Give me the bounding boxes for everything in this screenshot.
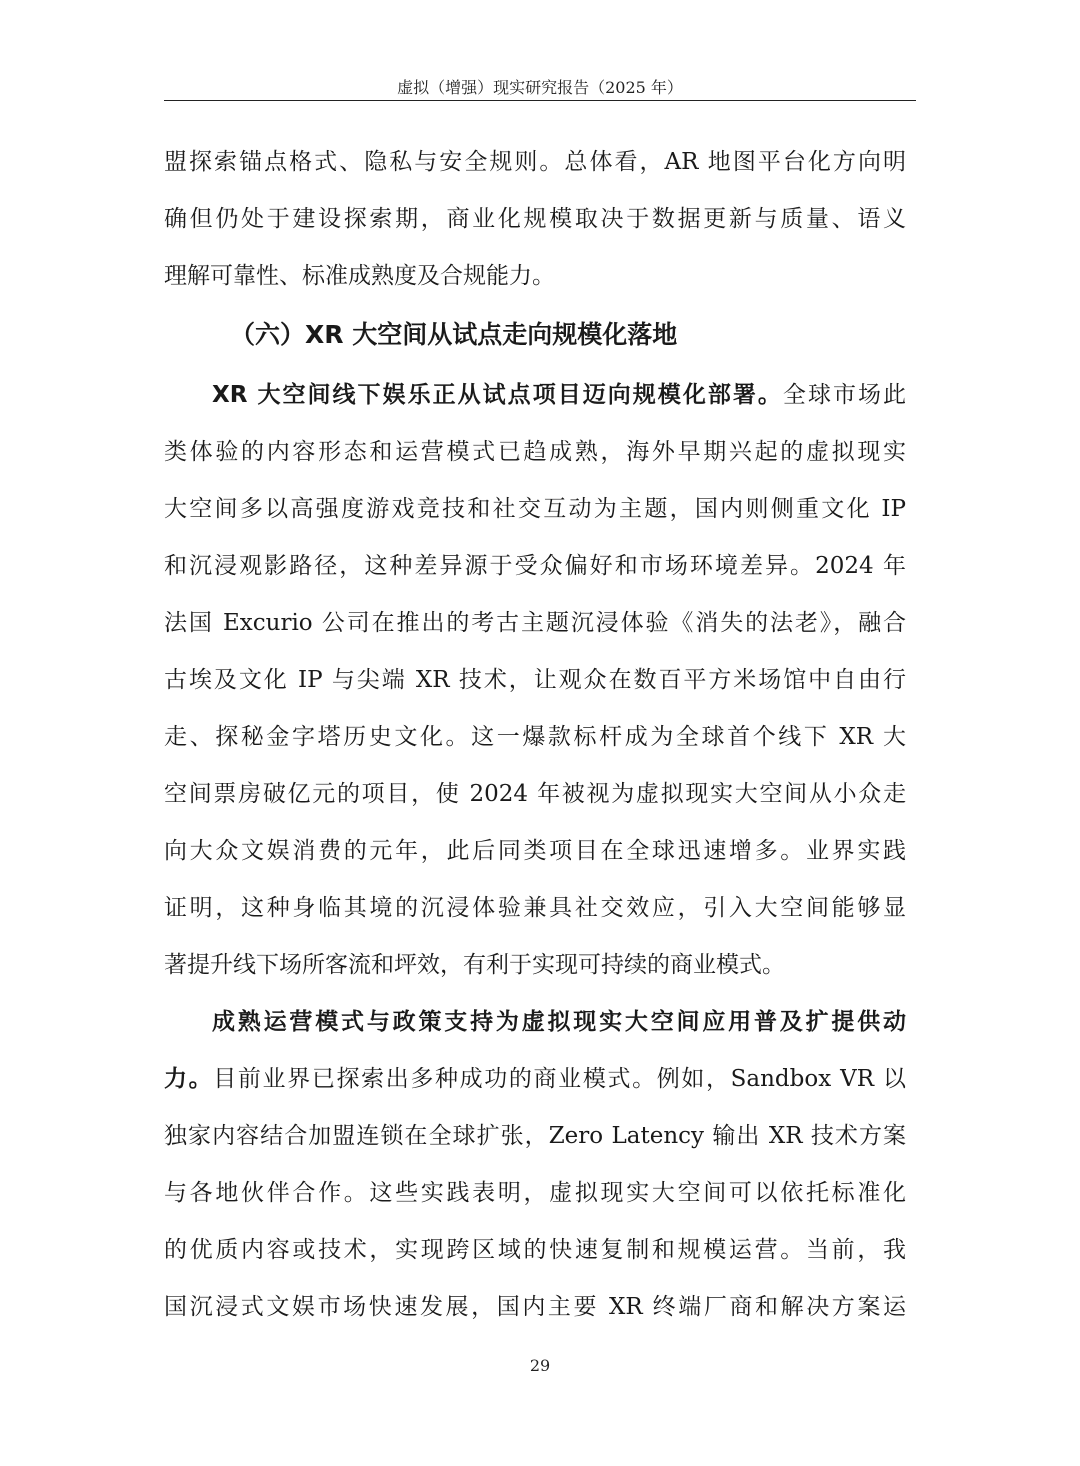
paragraph-line: 盟探索锚点格式、隐私与安全规则。总体看，AR 地图平台化方向明: [164, 149, 906, 175]
paragraph-line: 著提升线下场所客流和坪效，有利于实现可持续的商业模式。: [164, 952, 785, 978]
paragraph-line: 类体验的内容形态和运营模式已趋成熟，海外早期兴起的虚拟现实: [164, 439, 906, 465]
paragraph-line: 空间票房破亿元的项目，使 2024 年被视为虚拟现实大空间从小众走: [164, 781, 906, 807]
paragraph-lead: XR 大空间线下娱乐正从试点项目迈向规模化部署。: [212, 382, 783, 408]
paragraph-line: 证明，这种身临其境的沉浸体验兼具社交效应，引入大空间能够显: [164, 895, 906, 921]
running-header: 虚拟（增强）现实研究报告（2025 年）: [397, 78, 683, 97]
page-body: [164, 134, 906, 1336]
paragraph-line: 理解可靠性、标准成熟度及合规能力。: [164, 263, 555, 289]
paragraph-line: 国沉浸式文娱市场快速发展，国内主要 XR 终端厂商和解决方案运: [164, 1294, 906, 1320]
paragraph-line: 向大众文娱消费的元年，此后同类项目在全球迅速增多。业界实践: [164, 838, 906, 864]
paragraph-line: 确但仍处于建设探索期，商业化规模取决于数据更新与质量、语义: [164, 206, 906, 232]
section-heading: （六）XR 大空间从试点走向规模化落地: [230, 320, 678, 349]
paragraph-lead: 成熟运营模式与政策支持为虚拟现实大空间应用普及扩提供动: [212, 1009, 906, 1035]
paragraph-line: 走、探秘金字塔历史文化。这一爆款标杆成为全球首个线下 XR 大: [164, 724, 906, 750]
header-rule: [164, 100, 916, 101]
paragraph-line: 和沉浸观影路径，这种差异源于受众偏好和市场环境差异。2024 年: [164, 553, 906, 579]
paragraph-line: 大空间多以高强度游戏竞技和社交互动为主题，国内则侧重文化 IP: [164, 496, 906, 522]
paragraph-line: 古埃及文化 IP 与尖端 XR 技术，让观众在数百平方米场馆中自由行: [164, 667, 906, 693]
paragraph-line: 的优质内容或技术，实现跨区域的快速复制和规模运营。当前，我: [164, 1237, 906, 1263]
page-number: 29: [529, 1356, 551, 1375]
paragraph-text: 全球市场此: [782, 382, 906, 408]
paragraph-lead: 力。: [164, 1066, 214, 1092]
paragraph-line: [164, 1051, 906, 1108]
paragraph-line: [164, 367, 906, 424]
paragraph-line: 与各地伙伴合作。这些实践表明，虚拟现实大空间可以依托标准化: [164, 1180, 906, 1206]
paragraph-line: 法国 Excurio 公司在推出的考古主题沉浸体验《消失的法老》，融合: [164, 610, 906, 636]
paragraph-text: 目前业界已探索出多种成功的商业模式。例如，Sandbox VR 以: [213, 1066, 906, 1092]
paragraph-line: 独家内容结合加盟连锁在全球扩张，Zero Latency 输出 XR 技术方案: [164, 1123, 906, 1149]
